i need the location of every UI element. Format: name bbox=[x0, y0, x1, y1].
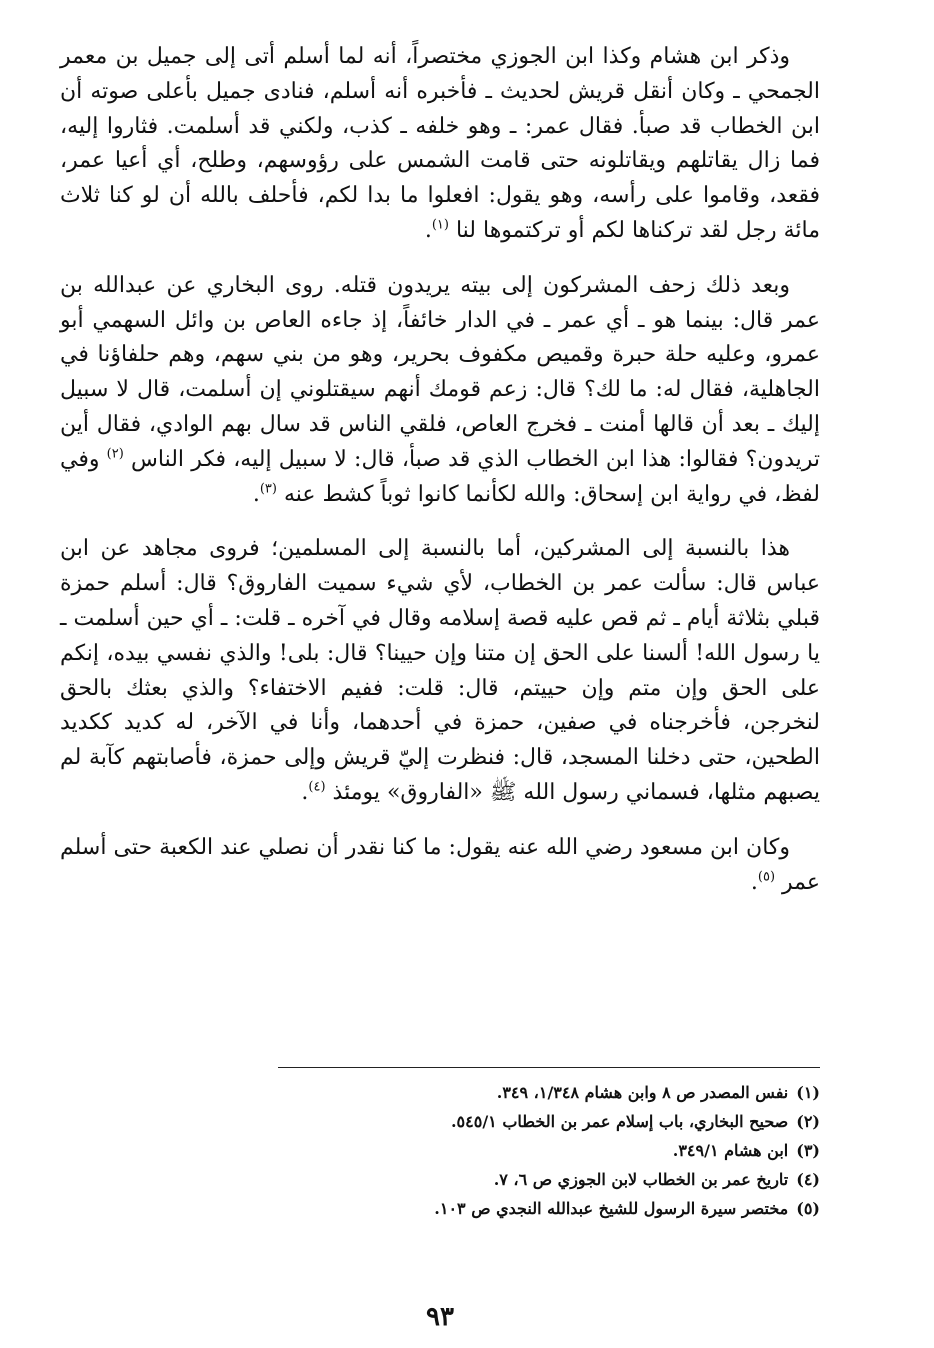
paragraph-text-continued: وفي لفظ، في رواية ابن إسحاق: والله لكأنما كانوا ثوباً كشط عنه bbox=[60, 446, 820, 507]
footnote-text: صحيح البخاري، باب إسلام عمر بن الخطاب ٥٤٥/١. bbox=[450, 1112, 789, 1131]
footnote-number: (٢) bbox=[796, 1112, 820, 1131]
footnote-2 bbox=[60, 1107, 820, 1136]
paragraph-2 bbox=[60, 269, 820, 513]
footnote-text: نفس المصدر ص ٨ وابن هشام ١/٣٤٨، ٣٤٩. bbox=[496, 1083, 789, 1102]
paragraph-4 bbox=[60, 831, 820, 901]
footnote-ref: (٥) bbox=[757, 869, 776, 885]
footnote-ref: (٣) bbox=[259, 481, 277, 497]
paragraph-text: وبعد ذلك زحف المشركون إلى بيته يريدون قتله. روى البخاري عن عبدالله بن عمر قال: بينما هو ـ أي عمر ـ في الدار خائفاً، إذ جاءه العاص بن وائل السهمي أبو عمرو، وعليه حلة حبرة وقميص مكفوف بحرير، وهو من بني سهم، وهم حلفاؤنا في الجاهلية، فقال له: ما لك؟ قال: زعم قومك أنهم سيقتلوني إن أسلمت، قال لا سبيل إليك ـ بعد أن قالها أمنت ـ فخرج العاص، فلقي الناس قد سال بهم الوادي، فقال أين تريدون؟ فقالوا: هذا ابن الخطاب الذي قد صبأ، قال: لا سبيل إليه، فكر الناس bbox=[60, 272, 820, 472]
punctuation: . bbox=[424, 217, 432, 243]
footnote-ref: (٤) bbox=[308, 779, 326, 795]
footnote-text: مختصر سيرة الرسول للشيخ عبدالله النجدي ص ١٠٣. bbox=[434, 1199, 789, 1218]
main-text bbox=[60, 40, 820, 900]
punctuation: . bbox=[301, 779, 309, 805]
punctuation: . bbox=[750, 869, 758, 895]
book-page bbox=[60, 40, 820, 1330]
footnote-number: (١) bbox=[796, 1083, 820, 1102]
footnote-5 bbox=[60, 1194, 820, 1223]
footnote-text: ابن هشام ٣٤٩/١. bbox=[672, 1141, 789, 1160]
footnotes bbox=[60, 1078, 820, 1223]
punctuation: . bbox=[252, 481, 260, 507]
paragraph-text: وذكر ابن هشام وكذا ابن الجوزي مختصراً، أنه لما أسلم أتى إلى جميل بن معمر الجمحي ـ وكان أنقل قريش لحديث ـ فأخبره أنه أسلم، فنادى جميل بأعلى صوته أن ابن الخطاب قد صبأ. فقال عمر: ـ وهو خلفه ـ كذب، ولكني قد أسلمت. فثاروا إليه، فما زال يقاتلهم ويقاتلونه حتى قامت الشمس على رؤوسهم، وطلح، أي أعيا عمر، فقعد، وقاموا على رأسه، وهو يقول: افعلوا ما بدا لكم، فأحلف بالله أن لو كنا ثلاث مائة رجل لقد تركناها لكم أو تركتموها لنا bbox=[60, 44, 821, 243]
page-number: ٩٣ bbox=[426, 1302, 454, 1332]
paragraph-3 bbox=[60, 532, 820, 810]
paragraph-1 bbox=[60, 40, 820, 249]
footnote-text: تاريخ عمر بن الخطاب لابن الجوزي ص ٦، ٧. bbox=[493, 1170, 789, 1189]
paragraph-text: هذا بالنسبة إلى المشركين، أما بالنسبة إلى المسلمين؛ فروى مجاهد عن ابن عباس قال: سألت عمر بن الخطاب، لأي شيء سميت الفاروق؟ قال: أسلم حمزة قبلي بثلاثة أيام ـ ثم قص عليه قصة إسلامه وقال في آخره ـ قلت: ـ أي حين أسلمت ـ يا رسول الله! ألسنا على الحق إن متنا وإن حيينا؟ قال: بلى! والذي نفسي بيده، إنكم على الحق وإن متم وإن حييتم، قال: قلت: ففيم الاختفاء؟ والذي بعثك بالحق لنخرجن، فأخرجناه في صفين، حمزة في أحدهما، وأنا في الآخر، له كديد ككديد الطحين، حتى دخلنا المسجد، قال: فنظرت إليّ قريش وإلى حمزة، فأصابتهم كآبة لم يصبهم مثلها، فسماني رسول الله ﷺ «الفاروق» يومئذ bbox=[60, 536, 820, 805]
footnote-4 bbox=[60, 1165, 820, 1194]
footnote-number: (٤) bbox=[796, 1170, 820, 1189]
footnote-1 bbox=[60, 1078, 820, 1107]
paragraph-text: وكان ابن مسعود رضي الله عنه يقول: ما كنا نقدر أن نصلي عند الكعبة حتى أسلم عمر bbox=[60, 834, 820, 895]
footnote-number: (٣) bbox=[796, 1141, 820, 1160]
footnote-divider bbox=[278, 1067, 820, 1068]
footnote-ref: (٢) bbox=[106, 446, 124, 462]
footnote-number: (٥) bbox=[796, 1199, 820, 1218]
footnote-3 bbox=[60, 1136, 820, 1165]
footnote-ref: (١) bbox=[431, 217, 449, 233]
